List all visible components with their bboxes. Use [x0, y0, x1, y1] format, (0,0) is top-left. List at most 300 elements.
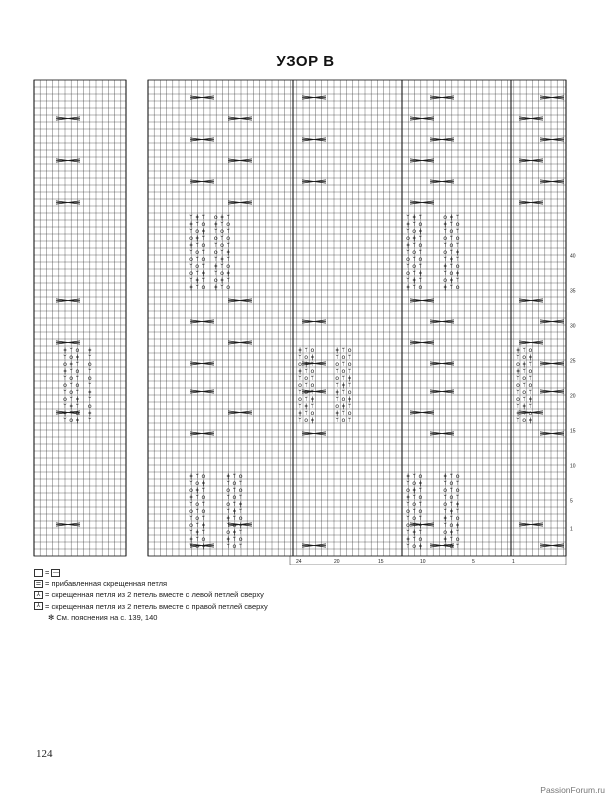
stitch-symbol-icon: ǂ [304, 360, 308, 368]
stitch-symbol-icon: ᛘ [201, 528, 206, 536]
stitch-symbol-icon: ᛘ [412, 220, 417, 228]
cable-cross-icon [302, 320, 326, 323]
stitch-symbol-icon: ᛘ [516, 374, 520, 382]
stitch-symbol-icon: ᛘ [189, 276, 193, 284]
column-number-label: 20 [334, 559, 340, 565]
stitch-symbol-icon: ᛘ [449, 500, 454, 508]
stitch-symbol-icon: ᛘ [189, 213, 193, 221]
stitch-symbol-icon: o [238, 514, 243, 522]
stitch-symbol-icon: ᛘ [412, 472, 417, 480]
cable-cross-icon [228, 117, 252, 120]
stitch-symbol-icon: ǂ [226, 269, 230, 277]
stitch-symbol-icon: ᛘ [412, 521, 417, 529]
stitch-symbol-icon: ǂ [239, 500, 243, 508]
stitch-symbol-icon: ᛘ [201, 213, 206, 221]
stitch-symbol-icon: ᛘ [449, 234, 454, 242]
column-number-label: 5 [472, 559, 475, 565]
stitch-symbol-icon: ᛘ [69, 381, 74, 389]
stitch-symbol-icon: ᛘ [201, 514, 206, 522]
stitch-symbol-icon: ǂ [443, 262, 447, 270]
stitch-symbol-icon: ᛘ [232, 500, 237, 508]
stitch-symbol-icon: o [189, 507, 193, 515]
stitch-symbol-icon: ǂ [220, 276, 224, 284]
stitch-symbol-icon: ǂ [298, 409, 302, 417]
stitch-symbol-icon: o [213, 276, 218, 284]
stitch-symbol-icon: ᛘ [528, 374, 533, 382]
cable-cross-icon [540, 544, 564, 547]
cable-cross-icon [190, 320, 214, 323]
stitch-symbol-icon: o [418, 255, 423, 263]
stitch-symbol-icon: ᛘ [412, 241, 417, 249]
stitch-symbol-icon: o [310, 367, 315, 375]
cable-cross-icon [56, 159, 80, 162]
stitch-symbol-icon: o [449, 493, 454, 501]
cable-cross-icon [540, 390, 564, 393]
stitch-symbol-icon: o [75, 346, 80, 354]
stitch-symbol-icon: o [298, 381, 302, 389]
stitch-symbol-icon: ᛘ [516, 353, 520, 361]
cable-cross-icon [519, 523, 543, 526]
stitch-symbol-icon: o [189, 255, 193, 263]
stitch-symbol-icon: ᛘ [516, 416, 520, 424]
stitch-symbol-icon: o [335, 360, 340, 368]
stitch-symbol-icon: ǂ [449, 276, 453, 284]
stitch-symbol-icon: ᛘ [418, 276, 423, 284]
stitch-symbol-icon: o [226, 220, 231, 228]
stitch-symbol-icon: ᛘ [226, 521, 231, 529]
column-number-label: 10 [420, 559, 426, 565]
stitch-symbol-icon: ᛘ [195, 535, 200, 543]
stitch-symbol-icon: ᛘ [195, 493, 200, 501]
stitch-symbol-icon: o [443, 500, 448, 508]
stitch-symbol-icon: ᛘ [449, 486, 454, 494]
stitch-symbol-icon: o [304, 416, 309, 424]
stitch-symbol-icon: ᛘ [213, 241, 218, 249]
stitch-symbol-icon: ǂ [75, 395, 79, 403]
stitch-symbol-icon: ǂ [201, 479, 205, 487]
stitch-symbol-icon: ᛘ [298, 402, 302, 410]
stitch-symbol-icon: o [418, 507, 423, 515]
stitch-symbol-icon: ᛘ [335, 367, 340, 375]
stitch-symbol-icon: ǂ [63, 409, 67, 417]
stitch-symbol-icon: ǂ [201, 542, 205, 550]
cable-cross-icon [302, 138, 326, 141]
stitch-symbol-icon: ᛘ [455, 542, 460, 550]
stitch-symbol-icon: o [63, 395, 67, 403]
stitch-symbol-icon: ᛘ [418, 514, 423, 522]
stitch-symbol-icon: ᛘ [226, 542, 231, 550]
cable-cross-icon [228, 201, 252, 204]
stitch-symbol-icon: ᛘ [195, 283, 200, 291]
stitch-symbol-icon: ᛘ [418, 262, 423, 270]
stitch-symbol-icon: ᛘ [201, 248, 206, 256]
cable-cross-icon [190, 362, 214, 365]
stitch-symbol-icon: o [238, 472, 243, 480]
column-number-strip [290, 556, 566, 565]
stitch-symbol-icon: ǂ [88, 409, 92, 417]
stitch-symbol-icon: o [69, 416, 74, 424]
stitch-symbol-icon: ᛘ [443, 269, 448, 277]
stitch-symbol-icon: o [449, 269, 454, 277]
stitch-symbol-icon: ᛘ [232, 514, 237, 522]
stitch-symbol-icon: ᛘ [418, 213, 423, 221]
stitch-symbol-icon: ǂ [220, 255, 224, 263]
stitch-symbol-icon: o [220, 227, 224, 235]
row-number-label: 25 [570, 358, 576, 365]
stitch-symbol-icon: ǂ [406, 220, 410, 228]
stitch-symbol-icon: ᛘ [528, 388, 533, 396]
stitch-symbol-icon: ᛘ [226, 507, 231, 515]
stitch-symbol-icon: ᛘ [522, 395, 527, 403]
stitch-symbol-icon: o [455, 283, 460, 291]
stitch-symbol-icon: o [213, 248, 218, 256]
cable-cross-icon [430, 96, 454, 99]
stitch-symbol-icon: ǂ [418, 269, 422, 277]
stitch-symbol-icon: ᛘ [195, 241, 200, 249]
stitch-symbol-icon: o [195, 248, 200, 256]
cable-cross-icon [540, 180, 564, 183]
legend-equals: = [45, 568, 50, 577]
stitch-symbol-icon: o [201, 535, 206, 543]
stitch-symbol-icon: ǂ [189, 241, 193, 249]
stitch-symbol-icon: ǂ [232, 528, 236, 536]
stitch-symbol-icon: o [522, 388, 527, 396]
stitch-symbol-icon: ᛘ [195, 472, 200, 480]
stitch-symbol-icon: ᛘ [304, 346, 309, 354]
cable-cross-icon [228, 411, 252, 414]
stitch-symbol-icon: o [238, 486, 243, 494]
cable-cross-icon [56, 201, 80, 204]
stitch-symbol-icon: ǂ [443, 535, 447, 543]
stitch-symbol-icon: ǂ [456, 500, 460, 508]
stitch-symbol-icon: ǂ [443, 283, 447, 291]
row-number-label: 10 [570, 463, 576, 470]
stitch-symbol-icon: o [201, 241, 206, 249]
stitch-symbol-icon: ᛘ [449, 220, 454, 228]
stitch-symbol-icon: ǂ [516, 367, 520, 375]
stitch-symbol-icon: ᛘ [75, 388, 80, 396]
stitch-symbol-icon: ǂ [335, 388, 339, 396]
stitch-symbol-icon: o [201, 255, 206, 263]
stitch-symbol-icon: ǂ [201, 269, 205, 277]
stitch-symbol-icon: o [449, 521, 454, 529]
cable-cross-icon [302, 96, 326, 99]
stitch-symbol-icon: ǂ [348, 395, 352, 403]
stitch-symbol-icon: ᛘ [238, 493, 243, 501]
stitch-symbol-icon: ǂ [412, 486, 416, 494]
cable-cross-icon [228, 341, 252, 344]
stitch-symbol-icon: ǂ [226, 514, 230, 522]
stitch-symbol-icon: ǂ [189, 283, 193, 291]
stitch-symbol-icon: ᛘ [418, 500, 423, 508]
watermark: PassionForum.ru [540, 785, 605, 795]
stitch-symbol-icon: ǂ [449, 528, 453, 536]
stitch-symbol-icon: ᛘ [63, 374, 67, 382]
stitch-symbol-icon: ᛘ [406, 500, 410, 508]
stitch-symbol-icon: ᛘ [195, 255, 200, 263]
stitch-symbol-icon: ǂ [310, 353, 314, 361]
stitch-symbol-icon: ᛘ [63, 353, 67, 361]
stitch-symbol-icon: o [347, 360, 352, 368]
cable-cross-icon [410, 299, 434, 302]
stitch-symbol-icon: ᛘ [238, 542, 243, 550]
stitch-symbol-icon: ᛘ [226, 227, 231, 235]
stitch-symbol-icon: ᛘ [310, 402, 315, 410]
cable-cross-icon [56, 341, 80, 344]
stitch-symbol-icon: o [406, 486, 410, 494]
legend-item [34, 578, 268, 589]
stitch-symbol-icon: o [69, 374, 74, 382]
stitch-symbol-icon: ᛘ [304, 395, 309, 403]
stitch-symbol-icon: ᛘ [522, 367, 527, 375]
stitch-symbol-icon: ᛘ [201, 500, 206, 508]
stitch-symbol-icon: ǂ [456, 269, 460, 277]
stitch-symbol-icon: o [528, 381, 533, 389]
stitch-symbol-icon: ᛘ [455, 276, 460, 284]
stitch-symbol-icon: ᛘ [443, 241, 448, 249]
stitch-symbol-icon: ǂ [341, 381, 345, 389]
stitch-symbol-icon: o [195, 262, 200, 270]
stitch-symbol-icon: ǂ [304, 402, 308, 410]
cable-cross-icon [228, 159, 252, 162]
stitch-symbol-icon: ᛘ [201, 234, 206, 242]
stitch-symbol-icon: ᛘ [522, 381, 527, 389]
stitch-symbol-icon: o [226, 486, 231, 494]
legend-item [34, 589, 268, 600]
stitch-symbol-icon: o [455, 514, 460, 522]
stitch-symbol-icon: o [75, 367, 80, 375]
stitch-symbol-icon: o [232, 542, 237, 550]
stitch-symbol-icon: ǂ [298, 346, 302, 354]
column-number-label: 1 [512, 559, 515, 565]
stitch-symbol-icon: ᛘ [335, 416, 340, 424]
stitch-symbol-icon: o [195, 514, 200, 522]
stitch-symbol-icon: o [232, 521, 237, 529]
stitch-symbol-icon: o [201, 493, 206, 501]
stitch-symbol-icon: ǂ [418, 542, 422, 550]
stitch-symbol-icon: o [443, 213, 448, 221]
stitch-symbol-icon: ᛘ [232, 472, 237, 480]
stitch-symbol-icon: o [189, 486, 193, 494]
stitch-symbol-icon: ᛘ [232, 486, 237, 494]
stitch-symbol-icon: ᛘ [406, 248, 410, 256]
stitch-symbol-icon: ᛘ [232, 535, 237, 543]
stitch-symbol-icon: o [310, 381, 315, 389]
stitch-symbol-icon: o [443, 528, 448, 536]
stitch-symbol-icon: o [528, 409, 533, 417]
stitch-symbol-icon: ᛘ [226, 479, 231, 487]
stitch-symbol-icon: ǂ [516, 409, 520, 417]
stitch-symbol-icon: o [347, 409, 352, 417]
cable-cross-icon [430, 320, 454, 323]
stitch-symbol-icon: ǂ [214, 283, 218, 291]
stitch-symbol-icon: o [341, 395, 346, 403]
cable-cross-icon [190, 180, 214, 183]
stitch-symbol-icon: o [522, 374, 527, 382]
stitch-symbol-icon: ᛘ [455, 493, 460, 501]
blank-cell-icon [34, 569, 43, 577]
stitch-symbol-icon: ǂ [220, 213, 224, 221]
stitch-symbol-icon: o [455, 472, 460, 480]
stitch-symbol-icon: o [347, 346, 352, 354]
cable-cross-icon [540, 96, 564, 99]
stitch-symbol-icon: o [189, 269, 193, 277]
stitch-symbol-icon: o [87, 374, 92, 382]
stitch-symbol-icon: o [443, 248, 448, 256]
stitch-symbol-icon: ǂ [418, 227, 422, 235]
cable-cross-icon [540, 432, 564, 435]
stitch-symbol-icon: ᛘ [516, 388, 520, 396]
stitch-symbol-icon: o [516, 360, 520, 368]
stitch-symbol-icon: ǂ [214, 220, 218, 228]
stitch-symbol-icon: ǂ [443, 472, 447, 480]
stitch-symbol-icon: o [412, 542, 417, 550]
stitch-symbol-icon: ᛘ [298, 374, 302, 382]
stitch-symbol-icon: o [201, 220, 206, 228]
stitch-symbol-icon: o [195, 542, 200, 550]
stitch-symbol-icon: ǂ [406, 472, 410, 480]
stitch-symbol-icon: ᛘ [418, 486, 423, 494]
stitch-symbol-icon: ǂ [406, 535, 410, 543]
stitch-symbol-icon: o [304, 374, 309, 382]
stitch-symbol-icon: o [406, 234, 410, 242]
stitch-symbol-icon: ᛘ [455, 479, 460, 487]
stitch-symbol-icon: o [220, 241, 224, 249]
cable-cross-icon [519, 159, 543, 162]
stitch-symbol-icon: ᛘ [455, 213, 460, 221]
stitch-symbol-icon: ᛘ [412, 283, 417, 291]
stitch-symbol-icon: ǂ [189, 493, 193, 501]
stitch-symbol-icon: o [449, 542, 454, 550]
stitch-symbol-icon: ᛘ [87, 416, 92, 424]
legend-item [34, 601, 268, 612]
stitch-symbol-icon: o [213, 213, 218, 221]
cable-cross-icon [410, 411, 434, 414]
stitch-symbol-icon: ᛘ [455, 255, 460, 263]
stitch-symbol-icon: ᛘ [69, 346, 74, 354]
stitch-symbol-icon: ᛘ [406, 542, 410, 550]
stitch-symbol-icon: ᛘ [341, 360, 346, 368]
cable-cross-icon [430, 138, 454, 141]
stitch-symbol-icon: ᛘ [213, 227, 218, 235]
stitch-symbol-icon: ǂ [449, 507, 453, 515]
cable-cross-icon [410, 201, 434, 204]
stitch-symbol-icon: o [226, 283, 231, 291]
stitch-symbol-icon: ᛘ [443, 542, 448, 550]
stitch-symbol-icon: ǂ [232, 507, 236, 515]
stitch-symbol-icon: ǂ [88, 388, 92, 396]
stitch-symbol-icon: ǂ [298, 367, 302, 375]
stitch-symbol-icon: ᛘ [213, 255, 218, 263]
stitch-symbol-icon: o [341, 367, 346, 375]
stitch-symbol-icon: o [201, 507, 206, 515]
stitch-symbol-icon: ᛘ [220, 248, 224, 256]
column-number-label: 15 [378, 559, 384, 565]
stitch-symbol-icon: ᛘ [189, 227, 193, 235]
stitch-symbol-icon: ᛘ [449, 472, 454, 480]
stitch-symbol-icon: ᛘ [418, 234, 423, 242]
chart-title: УЗОР B [276, 53, 335, 70]
stitch-symbol-icon: o [418, 472, 423, 480]
stitch-symbol-icon: ǂ [310, 416, 314, 424]
stitch-symbol-icon: ᛘ [516, 402, 520, 410]
stitch-symbol-icon: ᛘ [304, 409, 309, 417]
stitch-symbol-icon: ᛘ [226, 276, 231, 284]
stitch-symbol-icon: o [341, 416, 346, 424]
stitch-symbol-icon: ᛘ [406, 528, 410, 536]
stitch-symbol-icon: ǂ [412, 234, 416, 242]
stitch-symbol-icon: ǂ [528, 416, 532, 424]
stitch-symbol-icon: o [455, 220, 460, 228]
stitch-symbol-icon: ᛘ [87, 381, 92, 389]
stitch-symbol-icon: ᛘ [335, 395, 340, 403]
stitch-symbol-icon: ǂ [341, 402, 345, 410]
stitch-symbol-icon: ǂ [189, 220, 193, 228]
row-number-label: 15 [570, 428, 576, 435]
stitch-symbol-icon: ᛘ [189, 528, 193, 536]
page-number: 124 [36, 748, 53, 760]
stitch-symbol-icon: o [412, 262, 417, 270]
stitch-symbol-icon: o [418, 535, 423, 543]
cable-cross-icon [302, 180, 326, 183]
stitch-symbol-icon: ᛘ [412, 269, 417, 277]
stitch-symbol-icon: o [63, 360, 67, 368]
stitch-symbol-icon: ᛘ [238, 507, 243, 515]
stitch-symbol-icon: ǂ [195, 213, 199, 221]
stitch-symbol-icon: ᛘ [310, 360, 315, 368]
cable-cross-icon [540, 320, 564, 323]
stitch-symbol-icon: ǂ [418, 479, 422, 487]
cable-cross-icon [410, 117, 434, 120]
stitch-symbol-icon: ᛘ [528, 360, 533, 368]
stitch-symbol-icon: ᛘ [449, 535, 454, 543]
stitch-symbol-icon: ᛘ [69, 367, 74, 375]
stitch-symbol-icon: ᛘ [412, 255, 417, 263]
stitch-symbol-icon: ᛘ [341, 388, 346, 396]
stitch-symbol-icon: o [201, 472, 206, 480]
row-number-label: 40 [570, 253, 576, 260]
stitch-symbol-icon: ǂ [418, 521, 422, 529]
stitch-symbol-icon: o [201, 283, 206, 291]
cable-cross-icon [430, 362, 454, 365]
stitch-symbol-icon: o [189, 521, 193, 529]
stitch-symbol-icon: ᛘ [63, 402, 67, 410]
cable-cross-icon [190, 390, 214, 393]
stitch-symbol-icon: ᛘ [63, 388, 67, 396]
stitch-symbol-icon: ǂ [189, 535, 193, 543]
stitch-symbol-icon: ǂ [456, 248, 460, 256]
stitch-symbol-icon: o [195, 479, 200, 487]
stitch-symbol-icon: ᛘ [406, 514, 410, 522]
stitch-symbol-icon: ᛘ [455, 507, 460, 515]
stitch-symbol-icon: ǂ [214, 262, 218, 270]
stitch-symbol-icon: ᛘ [195, 507, 200, 515]
cable-cross-icon [56, 523, 80, 526]
stitch-symbol-icon: o [522, 416, 527, 424]
purl-dash-icon: — [52, 569, 59, 576]
cable-cross-icon [56, 299, 80, 302]
stitch-symbol-icon: ᛘ [220, 220, 224, 228]
stitch-symbol-icon: o [232, 493, 237, 501]
stitch-symbol-icon: o [412, 500, 417, 508]
stitch-symbol-icon: ǂ [528, 395, 532, 403]
stitch-symbol-icon: ǂ [195, 276, 199, 284]
stitch-symbol-icon: ǂ [348, 374, 352, 382]
stitch-symbol-icon: ǂ [443, 220, 447, 228]
row-number-label: 5 [570, 498, 573, 505]
stitch-symbol-icon: ǂ [335, 346, 339, 354]
stitch-symbol-icon: o [418, 220, 423, 228]
